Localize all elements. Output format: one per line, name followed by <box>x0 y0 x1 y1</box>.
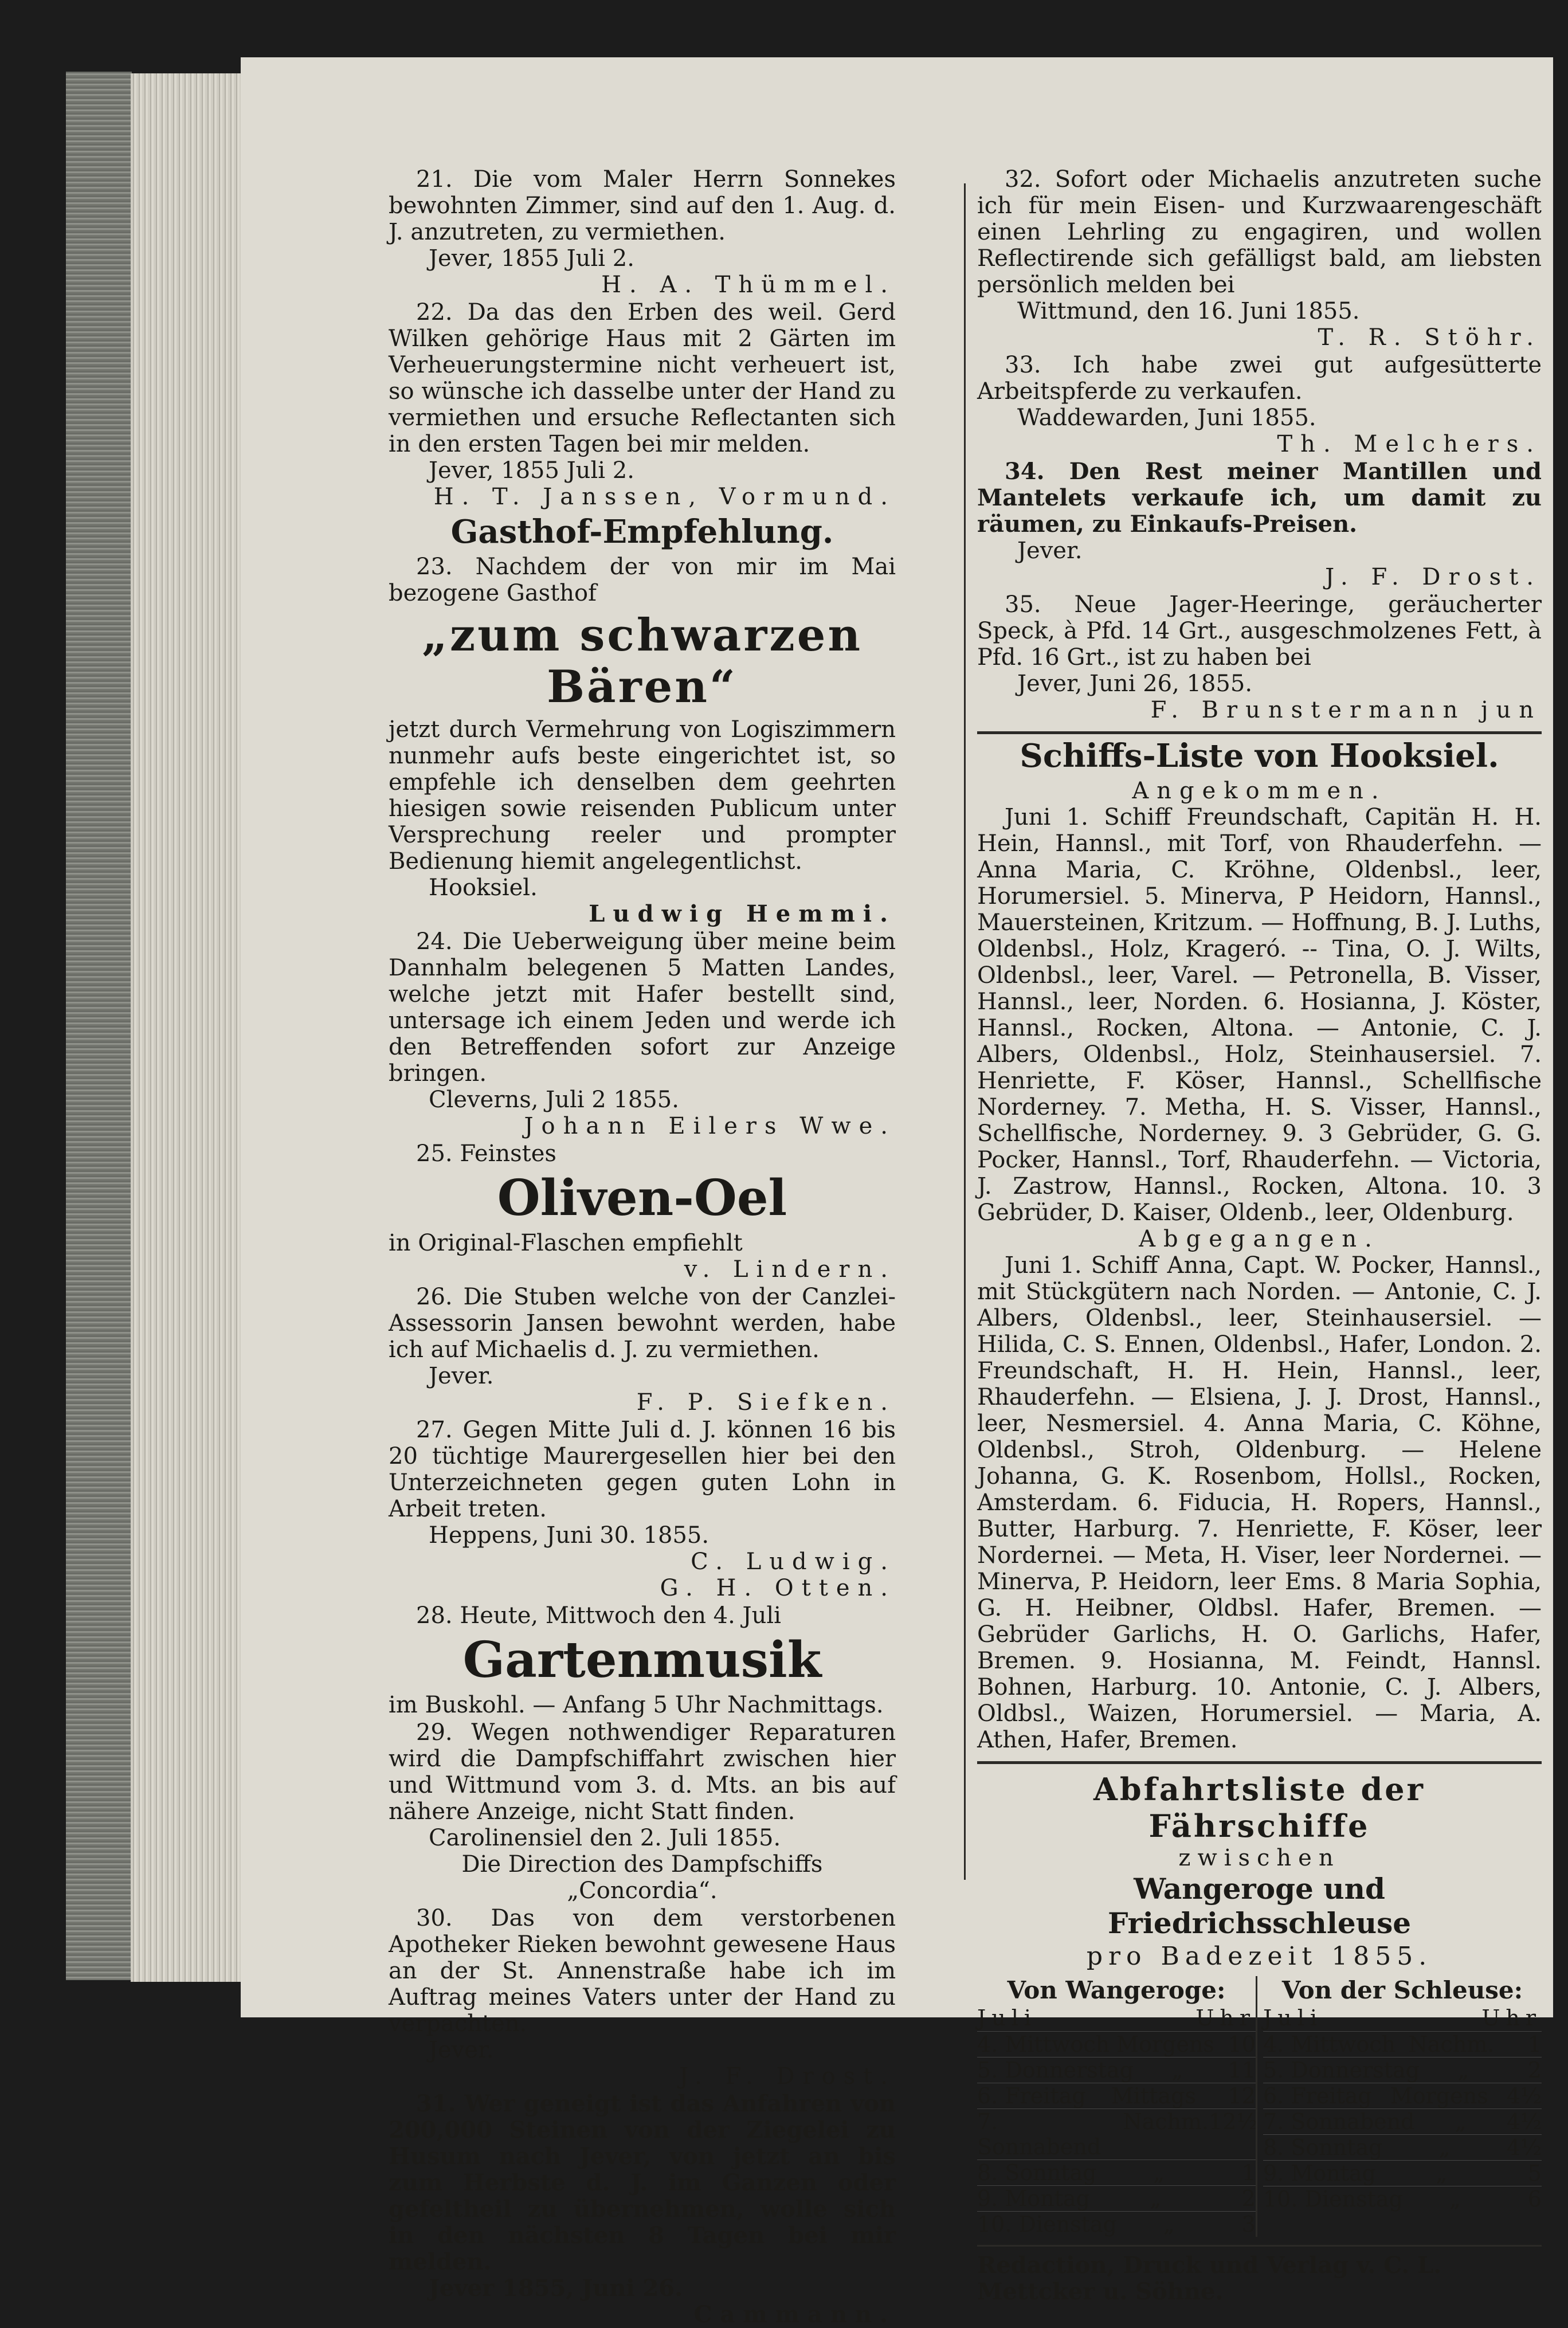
ferry-time: 5 <box>1527 2161 1542 2186</box>
ferry-when: „ <box>1455 2109 1467 2134</box>
imprint: Redaction, Druck und Verlag v. C. L. Mettcker u. Söhne. <box>977 2252 1442 2305</box>
ferry-time: 12½ <box>1209 2109 1258 2134</box>
ferry-time: 6 <box>1527 2186 1542 2212</box>
ad-24-signature: Johann Eilers Wwe. <box>524 1113 896 1139</box>
ferry-when: „ <box>1438 2135 1451 2160</box>
ad-25-intro: 25. Feinstes <box>416 1141 556 1167</box>
ferry-time: 2 <box>1241 2186 1256 2211</box>
ad-24-text: 24. Die Ueberweigung über meine beim Dannhalm belegenen 5 Matten Landes, welche jetzt mit Hafer bestellt sind, untersage ich einem Jeden und werde ich den Betreffenden sofort zur Anzeige bringen. <box>389 928 896 1087</box>
ferry-row <box>977 2108 1256 2160</box>
ferry-when: „ <box>1449 2186 1461 2212</box>
right-column <box>977 166 1542 2305</box>
ferry-table <box>977 1976 1542 2237</box>
ad-27-signature-1: C. Ludwig. <box>691 1549 896 1575</box>
ferry-when: Morgens <box>1116 2032 1214 2057</box>
ad-25-heading: Oliven-Oel <box>497 1169 787 1227</box>
ferry-season: pro Badezeit 1855. <box>1086 1942 1433 1971</box>
ferry-row <box>1263 2134 1542 2160</box>
ferry-between: zwischen <box>1178 1845 1340 1871</box>
ferry-from-schleuse <box>1256 1976 1542 2237</box>
ad-23-signature: Ludwig Hemmi. <box>589 900 896 927</box>
ferry-row <box>1263 2108 1542 2134</box>
ad-23-inn-name: „zum schwarzen Bären“ <box>421 609 863 713</box>
ferry-time: 1 <box>1527 2032 1542 2057</box>
ferry-time: 11 <box>1228 2057 1256 2083</box>
ferry-time: 10 <box>1228 2032 1256 2057</box>
ferry-day: 7. Sonnabend <box>1263 2109 1415 2134</box>
ad-28-heading: Gartenmusik <box>462 1631 822 1689</box>
ad-24-place: Cleverns, Juli 2 1855. <box>429 1087 679 1113</box>
ad-27-text: 27. Gegen Mitte Juli d. J. können 16 bis 20 tüchtige Maurergesellen hier bei den Unterzeichneten gegen guten Lohn in Arbeit treten. <box>389 1417 896 1522</box>
ad-21-signature: H. A. Thümmel. <box>601 272 896 298</box>
ad-33-text: 33. Ich habe zwei gut aufgesütterte Arbeitspferde zu verkaufen. <box>977 352 1542 405</box>
ferry-right-colhdr <box>1263 2005 1542 2031</box>
ad-30-signature: J. F. Drost. <box>679 2063 896 2090</box>
month-label: Juli <box>977 2005 1037 2031</box>
section-rule-2 <box>977 1761 1542 1764</box>
ferry-when: „ <box>1163 2212 1175 2237</box>
ad-28-intro: 28. Heute, Mittwoch den 4. Juli <box>416 1602 781 1629</box>
ad-34-signature: J. F. Drost. <box>1325 564 1542 590</box>
ad-30-text: 30. Das von dem verstorbenen Apotheker Rieken bewohnt gewesene Haus an der St. Annenstraße habe ich im Auftrag meines Vaters unter der Hand zu verpachten. <box>389 1905 896 2037</box>
ferry-from-wangeroge <box>977 1976 1256 2237</box>
ad-25-text: in Original-Flaschen empfiehlt <box>389 1230 743 1256</box>
ad-32-signature: T. R. Stöhr. <box>1318 324 1542 351</box>
ferry-day: 4. Mittwoch <box>1263 2032 1396 2057</box>
ad-33-place: Waddewarden, Juni 1855. <box>1017 405 1316 431</box>
ad-23-text-1: 23. Nachdem der von mir im Mai bezogene Gasthof <box>389 554 896 606</box>
ferry-when: „ <box>1457 2057 1469 2083</box>
ad-31-text: 31. Wer geneigt ist das Anfahren von 200,000 Steinen von der Ziegelei zu Husum nach Jever, von jetzt an bis zum Herbste d. J. im Ganzen oder gefeltheil zu übernehmen, wolle sich in den nächsten 8 Tagen bei mir melden. <box>389 2090 896 2275</box>
ferry-time: 4½ <box>1506 2083 1542 2108</box>
ad-35-signature: F. Brunstermann jun <box>1150 697 1542 723</box>
ferry-when: „ <box>1153 2160 1165 2185</box>
ad-32-place: Wittmund, den 16. Juni 1855. <box>1017 298 1360 324</box>
month-label: Juli <box>1263 2005 1323 2031</box>
ferry-when: Mittags <box>1111 2083 1196 2108</box>
ad-31-place: Jever 1855, Juni 26. <box>429 2275 683 2302</box>
ad-33-signature: Th. Melchers. <box>1277 431 1542 457</box>
ferry-when: „ <box>1150 2186 1162 2211</box>
ferry-day: 6. Freitag <box>1263 2083 1372 2108</box>
ad-29-text: 29. Wegen nothwendiger Reparaturen wird die Dampfschiffahrt zwischen hier und Wittmund vom 3. d. Mts. an bis auf nähere Anzeige, nicht Statt finden. <box>389 1719 896 1825</box>
ferry-time: 12 <box>1228 2083 1256 2108</box>
ferry-time: 4½ <box>1506 2109 1542 2134</box>
ad-26-place: Jever. <box>429 1363 494 1389</box>
ferry-row <box>1263 2083 1542 2108</box>
ferry-day: 7. Sonnabend <box>977 2109 1101 2160</box>
arrived-label: Angekommen. <box>1132 778 1387 804</box>
ad-28-text: im Buskohl. — Anfang 5 Uhr Nachmittags. <box>389 1692 884 1718</box>
ferry-when: Morgens <box>1390 2083 1488 2108</box>
ad-34-text: 34. Den Rest meiner Mantillen und Mantelets verkaufe ich, um damit zu räumen, zu Einkaufs-Preisen. <box>977 458 1542 538</box>
ferry-route: Wangeroge und Friedrichsschleuse <box>1107 1872 1412 1940</box>
ferry-day: 9. Montag <box>977 2186 1090 2211</box>
ferry-row <box>977 2160 1256 2185</box>
ad-21-text: 21. Die vom Maler Herrn Sonnekes bewohnten Zimmer, sind auf den 1. Aug. d. J. anzutreten, zu vermiethen. <box>389 166 896 245</box>
ferry-schedule <box>977 1771 1542 2237</box>
ferry-day: 10. Dienstag <box>977 2212 1117 2237</box>
ship-list-heading: Schiffs-Liste von Hooksiel. <box>1020 737 1499 775</box>
ferry-day: 5. Donnerstag <box>1263 2057 1420 2083</box>
ad-30-place: Jever. <box>429 2037 494 2063</box>
book-spine <box>66 72 132 1980</box>
ferry-right-head: Von der Schleuse: <box>1281 1976 1523 2004</box>
ferry-row <box>977 2211 1256 2237</box>
page-edges <box>131 73 251 1982</box>
ferry-time: 1 <box>1241 2160 1256 2185</box>
ad-23-heading: Gasthof-Empfehlung. <box>450 513 834 551</box>
arrived-list: Juni 1. Schiff Freundschaft, Capitän H. H. Hein, Hannsl., mit Torf, von Rhauderfehn. — Anna Maria, C. Kröhne, Oldenbsl., leer, Horumersiel. 5. Minerva, P Heidorn, Hannsl., Mauersteinen, Kritzum. — Hoffnung, B. J. Luths, Oldenbsl., Holz, Krageró. -- Tina, O. J. Wilts, Oldenbsl., leer, Varel. — Petronella, B. Visser, Hannsl., leer, Norden. 6. Hosianna, J. Köster, Hannsl., Rocken, Altona. — Antonie, C. J. Albers, Oldenbsl., Holz, Steinhausersiel. 7. Henriette, F. Köser, Hannsl., Schellfische Norderney. 7. Metha, H. S. Visser, Hannsl., Schellfische, Norderney. 9. 3 Gebrüder, G. G. Pocker, Hannsl., Torf, Rhauderfehn. — Victoria, J. Zastrow, Hannsl., Rocken, Altona. 10. 3 Gebrüder, D. Kaiser, Oldenb., leer, Oldenburg. <box>977 804 1542 1226</box>
ferry-time: 2 <box>1527 2057 1542 2083</box>
ferry-title: Abfahrtsliste der Fährschiffe <box>1093 1771 1426 1844</box>
uhr-label: Uhr <box>1481 2005 1542 2031</box>
ferry-day: 8. Sonntag <box>977 2160 1097 2185</box>
ferry-left-head: Von Wangeroge: <box>1007 1976 1226 2004</box>
departed-label: Abgegangen. <box>1139 1226 1380 1252</box>
ad-32-text: 32. Sofort oder Michaelis anzutreten suche ich für mein Eisen- und Kurzwaarengeschäft einen Lehrling zu engagiren, und wollen Reflectirende sich gefälligst bald, am liebsten persönlich melden bei <box>977 166 1542 298</box>
ad-27-place: Heppens, Juni 30. 1855. <box>429 1522 709 1549</box>
ferry-day: 4. Mittwoch <box>977 2032 1110 2057</box>
ferry-when: Nachm. <box>1123 2109 1209 2134</box>
ferry-time: 4½ <box>1506 2135 1542 2160</box>
ferry-day: 8. Sonntag <box>1263 2135 1383 2160</box>
ferry-row <box>1263 2186 1542 2212</box>
section-rule <box>977 731 1542 734</box>
ferry-day: 6. Freitag <box>977 2083 1086 2108</box>
ad-29-place: Carolinensiel den 2. Juli 1855. <box>429 1825 781 1851</box>
ad-27-signature-2: G. H. Otten. <box>660 1575 896 1601</box>
ad-31-signature: Cammann. <box>693 2301 896 2328</box>
ad-22-place: Jever, 1855 Juli 2. <box>429 457 634 484</box>
ferry-day: 5. Donnerstag <box>977 2057 1134 2083</box>
imprint-rule <box>977 2245 1542 2247</box>
ad-21-place: Jever, 1855 Juli 2. <box>429 245 634 272</box>
ferry-right-rows <box>1263 2031 1542 2212</box>
ferry-row <box>977 2185 1256 2211</box>
left-column <box>389 166 896 2328</box>
ad-26-signature: F. P. Siefken. <box>636 1389 896 1416</box>
ad-26-text: 26. Die Stuben welche von der Canzlei-Assessorin Jansen bewohnt werden, habe ich auf Michaelis d. J. zu vermiethen. <box>389 1284 896 1363</box>
ferry-row <box>1263 2160 1542 2186</box>
ferry-row <box>977 2057 1256 2083</box>
ad-23-place: Hooksiel. <box>429 875 538 901</box>
ferry-when: „ <box>1171 2057 1183 2083</box>
ferry-when: „ <box>1436 2161 1448 2186</box>
ad-29-signature-1: Die Direction des Dampfschiffs <box>461 1851 823 1878</box>
ad-34-place: Jever. <box>1017 538 1083 564</box>
ad-29-signature-2: „Concordia“. <box>567 1878 718 1904</box>
ferry-row <box>977 2083 1256 2108</box>
ad-22-signature: H. T. Janssen, Vormund. <box>433 484 896 510</box>
ferry-when: Nachm. <box>1408 2032 1495 2057</box>
departed-list: Juni 1. Schiff Anna, Capt. W. Pocker, Hannsl., mit Stückgütern nach Norden. — Antonie, C. J. Albers, Oldenbsl., leer, Steinhausersiel. — Hilida, C. S. Ennen, Oldenbsl., Hafer, London. 2. Freundschaft, H. H. Hein, Hannsl., leer, Rhauderfehn. — Elsiena, J. J. Drost, Hannsl., leer, Nesmersiel. 4. Anna Maria, C. Köhne, Oldenbsl., Stroh, Oldenburg. — Helene Johanna, G. K. Rosenbom, Hollsl., Rocken, Amsterdam. 6. Fiducia, H. Ropers, Hannsl., Butter, Harburg. 7. Henriette, F. Köser, leer Nordernei. — Meta, H. Viser, leer Nordernei. — Minerva, P. Heidorn, leer Ems. 8 Maria Sophia, G. H. Heibner, Oldbsl. Hafer, Bremen. — Gebrüder Garlichs, H. O. Garlichs, Hafer, Bremen. 9. Hosianna, M. Feindt, Hannsl. Bohnen, Harburg. 10. Antonie, C. J. Albers, Oldbsl., Waizen, Horumersiel. — Maria, A. Athen, Hafer, Bremen. <box>977 1252 1542 1753</box>
ad-25-signature: v. Lindern. <box>684 1256 896 1283</box>
ferry-left-rows <box>977 2031 1256 2237</box>
ferry-day: 10. Dienstag <box>1263 2186 1403 2212</box>
ferry-left-colhdr <box>977 2005 1256 2031</box>
ad-35-text: 35. Neue Jager-Heeringe, geräucherter Speck, à Pfd. 14 Grt., ausgeschmolzenes Fett, à Pfd. 16 Grt., ist zu haben bei <box>977 591 1542 671</box>
uhr-label: Uhr <box>1195 2005 1256 2031</box>
column-rule <box>964 183 966 1880</box>
ad-23-text-2: jetzt durch Vermehrung von Logiszimmern nunmehr aufs beste eingerichtet ist, so empfehle ich denselben dem geehrten hiesigen sowie reisenden Publicum unter Versprechung reeler und prompter Bedienung hiemit angelegentlichst. <box>389 716 896 875</box>
ferry-day: 9. Montag <box>1263 2161 1376 2186</box>
ad-35-place: Jever, Juni 26, 1855. <box>1017 671 1253 697</box>
ferry-time: 3 <box>1241 2212 1256 2237</box>
ad-22-text: 22. Da das den Erben des weil. Gerd Wilken gehörige Haus mit 2 Gärten im Verheuerungstermine nicht verheuert ist, so wünsche ich dasselbe unter der Hand zu vermiethen und ersuche Reflectanten sich in den ersten Tagen bei mir melden. <box>389 299 896 457</box>
ferry-row <box>1263 2057 1542 2083</box>
